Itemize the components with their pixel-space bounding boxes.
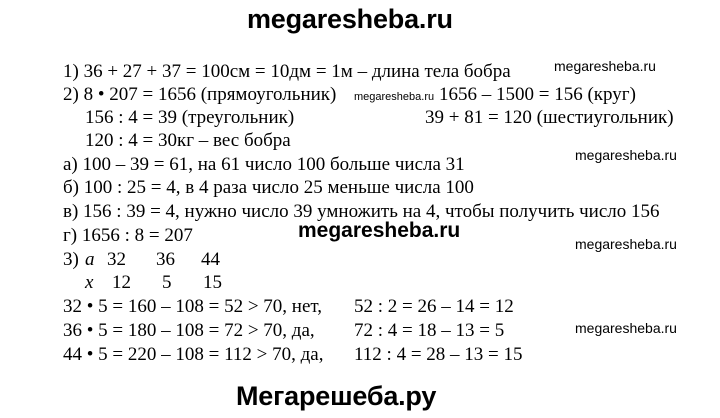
watermark: megaresheba.ru [354,91,435,103]
header-site-title: megaresheba.ru [247,4,453,34]
row-a-name: a [85,249,95,270]
line-a: а) 100 – 39 = 61, на 61 число 100 больше числа 31 [63,154,465,175]
line-3a: 156 : 4 = 39 (треугольник) [85,107,295,128]
calc-3a: 44 • 5 = 220 – 108 = 112 > 70, да, [63,344,324,365]
row-a-value: 44 [201,249,220,270]
line-4: 120 : 4 = 30кг – вес бобра [85,130,291,151]
calc-2b: 72 : 4 = 18 – 13 = 5 [354,320,505,341]
calc-2a: 36 • 5 = 180 – 108 = 72 > 70, да, [63,320,315,341]
line-3b: 39 + 81 = 120 (шестиугольник) [425,107,674,128]
line-2a: 2) 8 • 207 = 1656 (прямоугольник) [63,84,337,105]
row-a-value: 32 [107,249,126,270]
line-g: г) 1656 : 8 = 207 [63,225,193,246]
calc-1a: 32 • 5 = 160 – 108 = 52 > 70, нет, [63,296,323,317]
watermark: megaresheba.ru [575,236,677,252]
row-x-value: 15 [203,272,222,293]
row-x-value: 5 [162,272,172,293]
watermark: megaresheba.ru [554,58,656,74]
calc-1b: 52 : 2 = 26 – 14 = 12 [354,296,514,317]
row-a-value: 36 [156,249,175,270]
footer-site-title: Мегарешеба.ру [236,381,437,411]
task3-label: 3) [63,249,79,270]
row-x-value: 12 [112,272,131,293]
watermark: megaresheba.ru [575,320,677,336]
watermark-center: megaresheba.ru [298,219,461,242]
watermark: megaresheba.ru [575,147,677,163]
calc-3b: 112 : 4 = 28 – 13 = 15 [354,344,523,365]
line-b: б) 100 : 25 = 4, в 4 раза число 25 меньше числа 100 [63,177,474,198]
row-x-name: x [85,272,94,293]
line-v: в) 156 : 39 = 4, нужно число 39 умножить на 4, чтобы получить число 156 [63,201,660,222]
line-2b: 1656 – 1500 = 156 (круг) [439,84,636,105]
line-1: 1) 36 + 27 + 37 = 100см = 10дм = 1м – длина тела бобра [63,61,511,82]
